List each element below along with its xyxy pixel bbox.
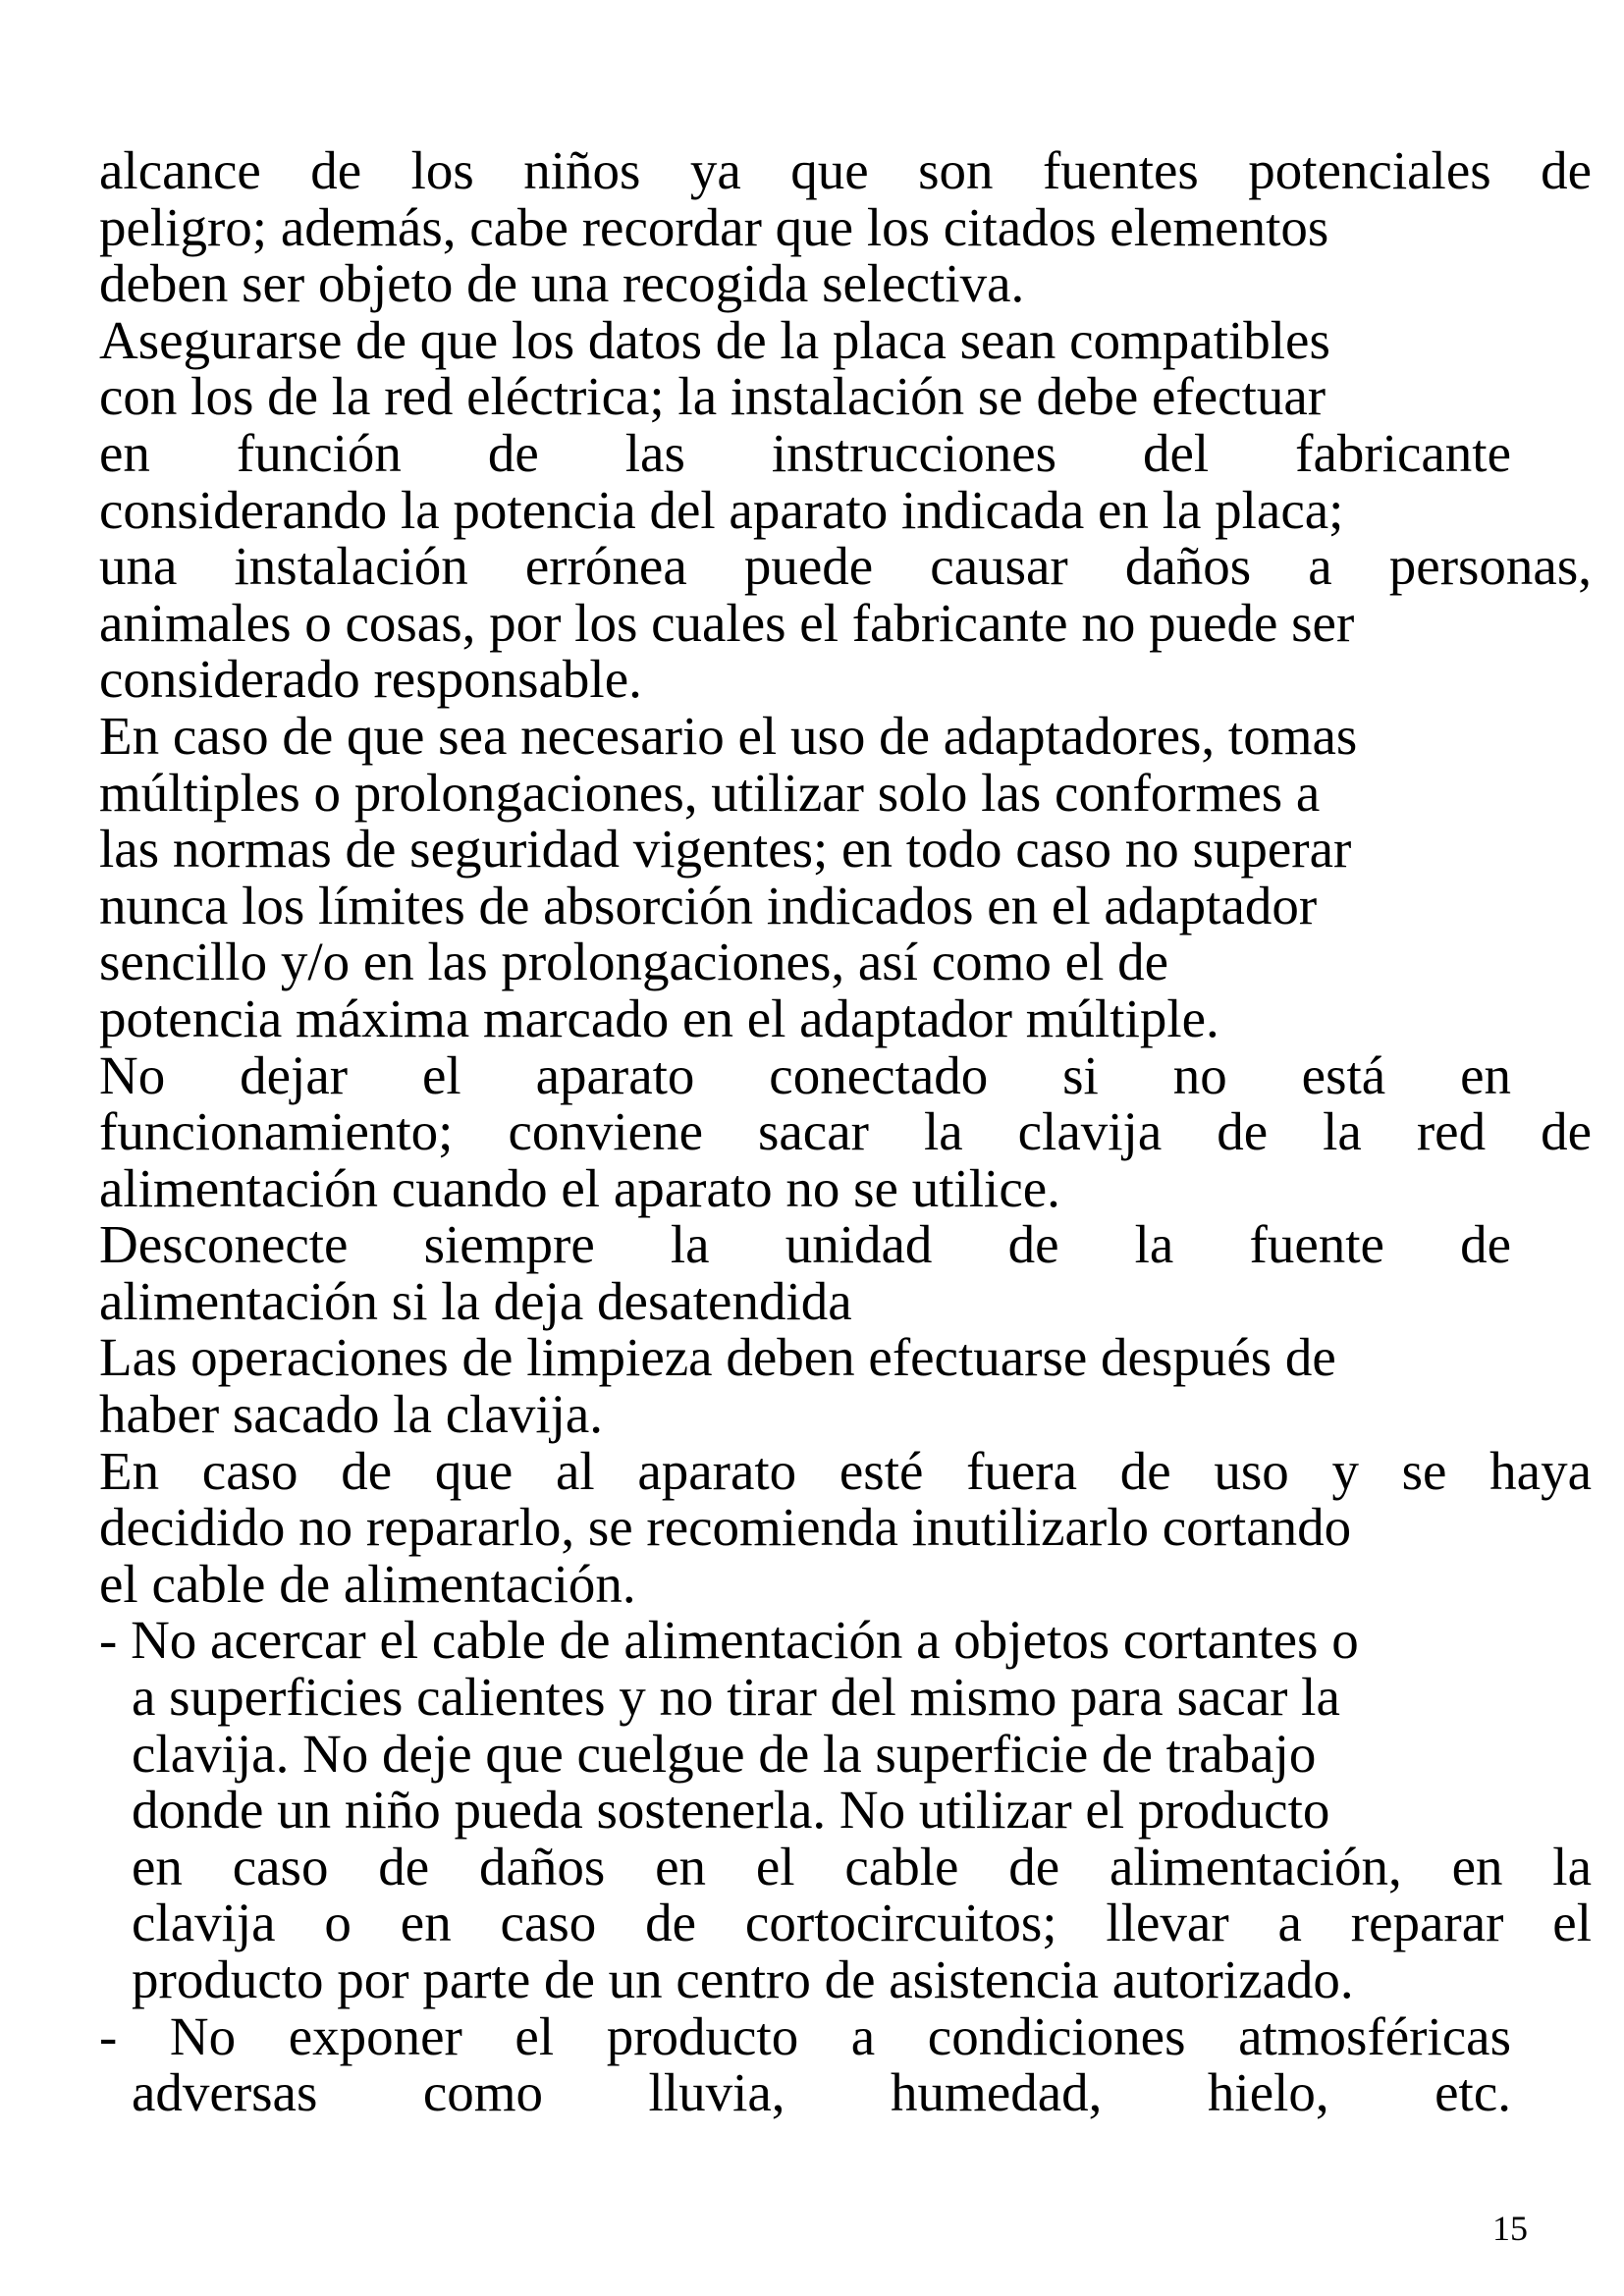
- text-line: - No exponer el producto a condiciones atmosféricas: [99, 2005, 1511, 2066]
- paragraph: [99, 142, 1592, 312]
- text-line: las normas de seguridad vigentes; en todo caso no superar: [99, 819, 1352, 880]
- text-line: en caso de daños en el cable de alimentación, en la: [132, 1836, 1592, 1896]
- text-line: sencillo y/o en las prolongaciones, así como el de: [99, 932, 1169, 992]
- body-text: [99, 142, 1592, 2121]
- text-line: funcionamiento; conviene sacar la clavija de la red de: [99, 1101, 1592, 1162]
- paragraph: [99, 1440, 1592, 1614]
- text-line: múltiples o prolongaciones, utilizar solo las conformes a: [99, 762, 1321, 823]
- text-line: alimentación cuando el aparato no se utilice.: [99, 1157, 1060, 1218]
- text-line: una instalación errónea puede causar daños a personas,: [99, 536, 1592, 597]
- text-line: En caso de que al aparato esté fuera de uso y se haya: [99, 1440, 1592, 1501]
- text-line: considerando la potencia del aparato indicada en la placa;: [99, 479, 1344, 540]
- text-line: a superficies calientes y no tirar del mismo para sacar la: [132, 1667, 1340, 1728]
- text-line: haber sacado la clavija.: [99, 1384, 604, 1445]
- bullet-item: [99, 1612, 1592, 2007]
- paragraph: [99, 1216, 1592, 1329]
- text-line: clavija. No deje que cuelgue de la superficie de trabajo: [132, 1723, 1317, 1784]
- text-line: alcance de los niños ya que son fuentes potenciales de: [99, 140, 1592, 200]
- text-line: producto por parte de un centro de asistencia autorizado.: [132, 1949, 1354, 2009]
- text-line: En caso de que sea necesario el uso de adaptadores, tomas: [99, 705, 1358, 766]
- text-line: Asegurarse de que los datos de la placa sean compatibles: [99, 309, 1330, 370]
- text-line: donde un niño pueda sostenerla. No utilizar el producto: [132, 1780, 1330, 1841]
- paragraph: [99, 309, 1592, 710]
- text-line: deben ser objeto de una recogida selectiva.: [99, 253, 1025, 314]
- text-line: en función de las instrucciones del fabricante: [99, 422, 1511, 483]
- paragraph: [99, 705, 1592, 1048]
- text-line: animales o cosas, por los cuales el fabricante no puede ser: [99, 592, 1355, 653]
- text-line: Las operaciones de limpieza deben efectuarse después de: [99, 1327, 1336, 1388]
- text-line: alimentación si la deja desatendida: [99, 1270, 852, 1331]
- text-line: Desconecte siempre la unidad de la fuente de: [99, 1214, 1511, 1275]
- text-line: nunca los límites de absorción indicados en el adaptador: [99, 875, 1318, 935]
- text-line: el cable de alimentación.: [99, 1553, 636, 1614]
- paragraph: [99, 1327, 1592, 1445]
- text-line: clavija o en caso de cortocircuitos; llevar a reparar el: [132, 1893, 1592, 1953]
- page-number: 15: [1492, 2209, 1528, 2248]
- text-line: considerado responsable.: [99, 649, 642, 710]
- text-line: adversas como lluvia, humedad, hielo, etc.: [132, 2062, 1511, 2123]
- text-line: No dejar el aparato conectado si no está en: [99, 1044, 1511, 1105]
- text-line: - No acercar el cable de alimentación a objetos cortantes o: [99, 1610, 1359, 1671]
- paragraph: [99, 1044, 1592, 1218]
- text-line: peligro; además, cabe recordar que los citados elementos: [99, 196, 1329, 257]
- text-line: decidido no repararlo, se recomienda inutilizarlo cortando: [99, 1497, 1352, 1558]
- text-line: potencia máxima marcado en el adaptador múltiple.: [99, 988, 1219, 1048]
- bullet-item: [99, 2005, 1592, 2123]
- text-line: con los de la red eléctrica; la instalación se debe efectuar: [99, 366, 1326, 427]
